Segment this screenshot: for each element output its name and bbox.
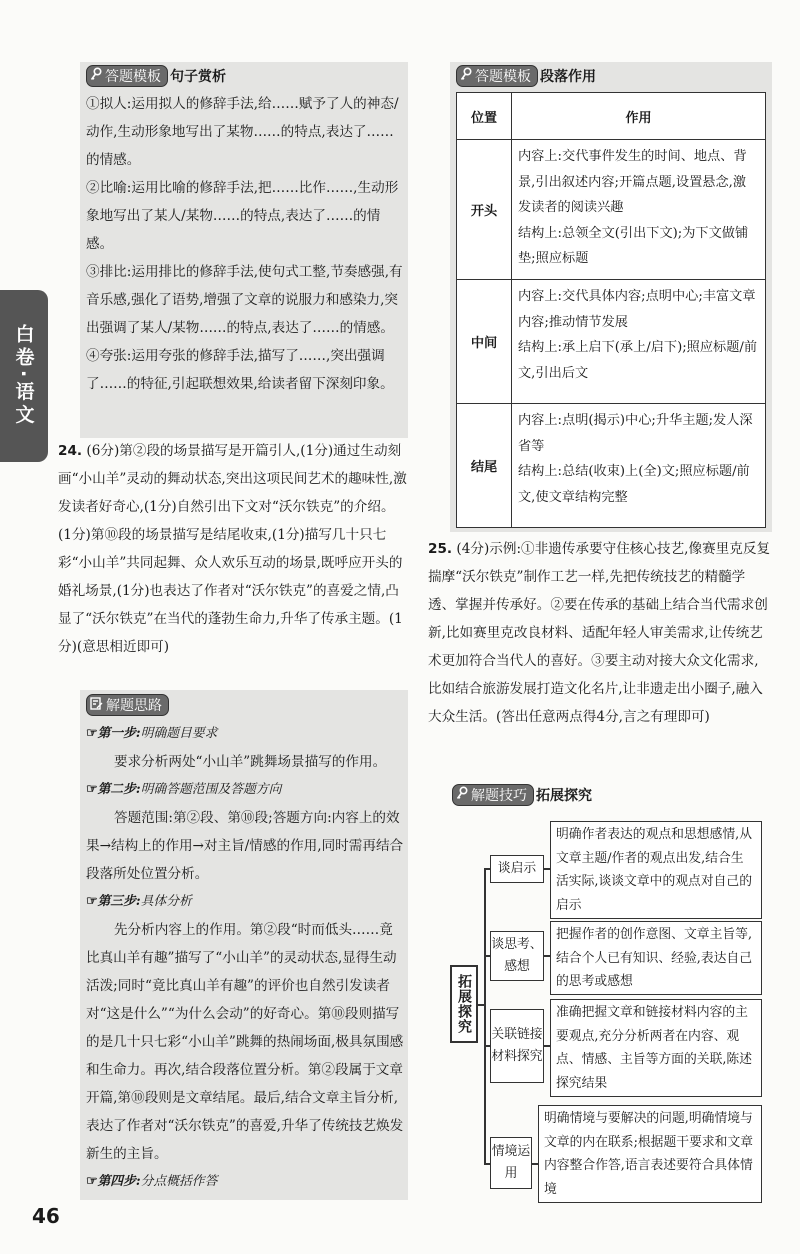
question-number: 24. [58, 443, 83, 459]
table-cell-position: 结尾 [457, 404, 512, 528]
question-25 [428, 535, 772, 731]
table-header-row [457, 93, 766, 140]
template-tag [456, 65, 538, 87]
template-item: ①拟人:运用拟人的修辞手法,给……赋予了人的神态/动作,生动形象地写出了某物……的特点,表达了……的情感。 [86, 96, 399, 168]
key-icon [90, 67, 102, 85]
answer-text: (6分)第②段的场景描写是开篇引人,(1分)通过生动刻画“小山羊”灵动的舞动状态,突出这项民间艺术的趣味性,激发读者好奇心,(1分)自然引出下文对“沃尔铁克”的介绍。(1分)第⑩段的场景描写是结尾收束,(1分)描写几十只七彩“小山羊”共同起舞、众人欢乐互动的场景,既呼应开头的婚礼场景,(1分)也表达了作者对“沃尔铁克”的喜爱之情,凸显了“沃尔铁克”在当代的蓬勃生命力,升华了传承主题。(1分)(意思相近即可) [58, 443, 407, 655]
step-text: 要求分析两处“小山羊”跳舞场景描写的作用。 [114, 754, 387, 770]
mindmap-node: 关联链接材料探究 [490, 1009, 544, 1083]
paragraph-function-table [456, 92, 766, 528]
key-icon [460, 67, 472, 85]
hand-pointer-icon: ☞ [86, 894, 98, 909]
sentence-template-header [86, 62, 226, 90]
sentence-template-content [86, 62, 406, 398]
template-tag-label: 答题模板 [105, 69, 161, 85]
key-icon [456, 786, 468, 804]
skill-header [452, 782, 592, 808]
page-number: 46 [32, 1204, 60, 1228]
table-cell-position: 开头 [457, 140, 512, 280]
table-cell-function: 内容上:交代具体内容;点明中心;丰富文章内容;推动情节发展 结构上:承上启下(承上/启下);照应标题/前文,引出后文 [512, 280, 766, 404]
hand-pointer-icon: ☞ [86, 1174, 98, 1189]
step-text: 答题范围:第②段、第⑩段;答题方向:内容上的效果→结构上的作用→对主旨/情感的作用,同时需再结合段落所处位置分析。 [86, 810, 404, 882]
step-heading: ☞第二步:明确答题范围及答题方向 [86, 782, 282, 797]
mindmap-description: 把握作者的创作意图、文章主旨等,结合个人已有知识、经验,表达自己的思考或感想 [550, 921, 762, 995]
step-text: 先分析内容上的作用。第②段“时而低头……竟比真山羊有趣”描写了“小山羊”的灵动状态,显得生动活泼;同时“竟比真山羊有趣”的评价也自然引发读者对“这是什么”“为什么会动”的好奇心。第⑩段则描写的是几十只七彩“小山羊”跳舞的热闹场面,极具氛围感和生命力。再次,结合段落位置分析。第②段属于文章开篇,第⑩段则是文章结尾。最后,结合文章主旨分析,表达了作者对“沃尔铁克”的喜爱,升华了传统技艺焕发新生的主旨。 [86, 922, 404, 1162]
template-item: ②比喻:运用比喻的修辞手法,把……比作……,生动形象地写出了某人/某物……的特点,表达了……的情感。 [86, 180, 399, 252]
table-cell-function: 内容上:点明(揭示)中心;升华主题;发人深省等 结构上:总结(收束)上(全)文;照应标题/前文,使文章结构完整 [512, 404, 766, 528]
hand-pointer-icon: ☞ [86, 726, 98, 741]
template-title: 段落作用 [540, 69, 596, 85]
skill-title: 拓展探究 [536, 788, 592, 804]
skill-tag [452, 784, 534, 806]
table-cell-function: 内容上:交代事件发生的时间、地点、背景,引出叙述内容;开篇点题,设置悬念,激发读者的阅读兴趣 结构上:总领全文(引出下文);为下文做铺垫;照应标题 [512, 140, 766, 280]
table-header: 位置 [457, 93, 512, 140]
mindmap-description: 准确把握文章和链接材料内容的主要观点,充分分析两者在内容、观点、情感、主旨等方面的关联,陈述探究结果 [550, 999, 762, 1097]
step-heading: ☞第四步:分点概括作答 [86, 1174, 218, 1189]
template-title: 句子赏析 [170, 69, 226, 85]
step-heading: ☞第三步:具体分析 [86, 894, 192, 909]
question-number: 25. [428, 541, 453, 557]
hand-pointer-icon: ☞ [86, 782, 98, 797]
skill-tag-label: 解题技巧 [471, 788, 527, 804]
step-heading: ☞第一步:明确题目要求 [86, 726, 218, 741]
subject-side-tab: 白卷·语文 [0, 290, 48, 462]
thinking-tag [86, 694, 169, 716]
mindmap-node: 情境运用 [490, 1137, 532, 1189]
paragraph-template-content [456, 62, 766, 528]
mindmap-description: 明确情境与要解决的问题,明确情境与文章的内在联系;根据题干要求和文章内容整合作答,语言表述要符合具体情境 [538, 1105, 762, 1203]
mindmap-description: 明确作者表达的观点和思想感情,从文章主题/作者的观点出发,结合生活实际,谈谈文章中的观点对自己的启示 [550, 821, 762, 919]
pencil-note-icon [90, 697, 103, 714]
table-row [457, 404, 766, 528]
table-header: 作用 [512, 93, 766, 140]
question-24 [58, 437, 408, 661]
answer-text: (4分)示例:①非遗传承要守住核心技艺,像赛里克反复揣摩“沃尔铁克”制作工艺一样,先把传统技艺的精髓学透、掌握并传承好。②要在传承的基础上结合当代需求创新,比如赛里克改良材料、适配年轻人审美需求,让传统艺术更加符合当代人的喜好。③要主动对接大众文化需求,比如结合旅游发展打造文化名片,让非遗走出小圈子,融入大众生活。(答出任意两点得4分,言之有理即可) [428, 541, 771, 725]
template-tag [86, 65, 168, 87]
thinking-tag-label: 解题思路 [106, 698, 162, 714]
thinking-content [86, 690, 406, 1196]
paragraph-template-header [456, 62, 596, 90]
table-row [457, 280, 766, 404]
template-item: ④夸张:运用夸张的修辞手法,描写了……,突出强调了……的特征,引起联想效果,给读者留下深刻印象。 [86, 348, 394, 392]
table-row [457, 140, 766, 280]
template-item: ③排比:运用排比的修辞手法,使句式工整,节奏感强,有音乐感,强化了语势,增强了文章的说服力和感染力,突出强调了某人/某物……的特点,表达了……的情感。 [86, 264, 403, 336]
thinking-header [86, 690, 169, 720]
mindmap-node: 谈思考、感想 [490, 931, 544, 981]
table-cell-position: 中间 [457, 280, 512, 404]
mindmap-root: 拓展探究 [450, 965, 478, 1043]
mindmap-node: 谈启示 [490, 855, 544, 883]
mindmap [450, 815, 770, 1195]
template-tag-label: 答题模板 [475, 69, 531, 85]
